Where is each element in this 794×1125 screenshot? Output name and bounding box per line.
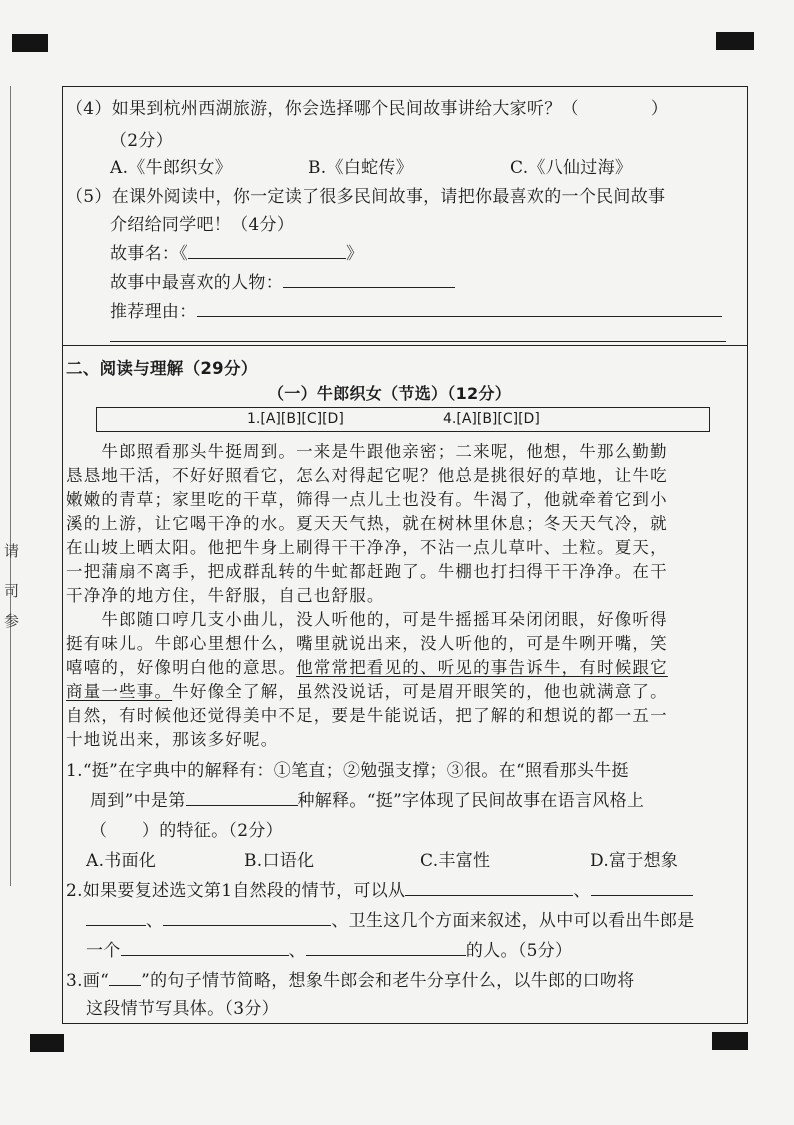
q4-stem: （4）如果到杭州西湖旅游，你会选择哪个民间故事讲给大家听？（ ） (66, 99, 669, 119)
answer-card (96, 407, 710, 432)
q5-story-name: 故事名：《 》 (110, 244, 364, 264)
registration-mark-bottom-right (712, 1032, 748, 1050)
q1-blank[interactable] (186, 790, 298, 806)
answer-bubbles-4[interactable]: 4.[A][B][C][D] (443, 411, 540, 427)
q1-option-d[interactable]: D.富于想象 (590, 851, 679, 871)
section-title: 二、阅读与理解（29分） (66, 359, 258, 378)
passage-line: 在山坡上晒太阳。他把牛身上刷得干干净净，不沾一点儿草叶、土粒。夏天， (66, 538, 668, 557)
passage-line: 恳恳地干活，不好好照看它，怎么对得起它呢？他总是挑很好的草地，让牛吃 (66, 466, 668, 485)
passage-line: 一把蒲扇不离手，把成群乱转的牛虻都赶跑了。牛棚也打扫得干干净净。在干 (66, 562, 668, 581)
registration-mark-top-right (716, 32, 754, 50)
q2-line2: 、 、卫生这几个方面来叙述，从中可以看出牛郎是 (86, 906, 695, 931)
passage-subtitle: （一）牛郎织女（节选）（12分） (268, 384, 512, 403)
character-blank[interactable] (283, 272, 455, 288)
passage-line: 牛郎随口哼几支小曲儿，没人听他的，可是牛摇摇耳朵闭闭眼，好像听得 (66, 610, 668, 629)
q4-option-c[interactable]: C.《八仙过海》 (510, 158, 633, 178)
binding-char: 请 (4, 542, 20, 560)
section-divider (62, 345, 748, 346)
passage-line: 干净净的地方住，牛舒服，自己也舒服。 (66, 586, 385, 605)
registration-mark-top-left (12, 34, 48, 52)
q2-blank-3[interactable] (86, 910, 146, 926)
q4-score: （2分） (110, 131, 174, 151)
q2-line3: 一个 、 的人。（5分） (86, 941, 573, 961)
q5-stem-line1: （5）在课外阅读中，你一定读了很多民间故事，请把你最喜欢的一个民间故事 (66, 187, 666, 207)
q2-blank-6[interactable] (306, 940, 466, 956)
binding-char: 司 (4, 582, 20, 600)
q2-blank-4[interactable] (163, 910, 331, 926)
passage-line: 溪的上游，让它喝干净的水。夏天天气热，就在树林里休息；冬天天气冷，就 (66, 514, 668, 533)
underlined-sentence: 他常常把看见的、听见的事告诉牛，有时候跟它 (296, 658, 668, 677)
q2-blank-2[interactable] (591, 880, 693, 896)
q1-option-b[interactable]: B.口语化 (244, 851, 315, 871)
q1-option-a[interactable]: A.书面化 (86, 851, 157, 871)
reason-blank-1[interactable] (197, 301, 722, 317)
q5-reason: 推荐理由： (110, 297, 722, 322)
q3-line2: 这段情节写具体。（3分） (86, 999, 279, 1019)
passage-line: 嘻嘻的，好像明白他的意思。他常常把看见的、听见的事告诉牛，有时候跟它 (66, 658, 668, 677)
q5-stem-line2: 介绍给同学吧！（4分） (110, 215, 295, 235)
q4-option-a[interactable]: A.《牛郎织女》 (110, 158, 233, 178)
q2-line1: 2.如果要复述选文第1自然段的情节，可以从 、 (66, 876, 693, 901)
q3-line1: 3.画“ ”的句子情节简略，想象牛郎会和老牛分享什么，以牛郎的口吻将 (66, 971, 635, 991)
passage-line: 自然，有时候他还觉得美中不足，要是牛能说话，把了解的和想说的都一五一 (66, 706, 668, 725)
binding-line (10, 86, 11, 886)
passage-line: 挺有味儿。牛郎心里想什么，嘴里就说出来，没人听他的，可是牛咧开嘴，笑 (66, 634, 668, 653)
q1-line3: （ ）的特征。（2分） (90, 821, 283, 841)
q5-character: 故事中最喜欢的人物： (110, 268, 455, 293)
passage-line: 商量一些事。牛好像全了解，虽然没说话，可是眉开眼笑的，他也就满意了。 (66, 682, 668, 701)
binding-char: 参 (4, 612, 20, 630)
q2-blank-1[interactable] (405, 880, 573, 896)
q1-line1: 1.“挺”在字典中的解释有：①笔直；②勉强支撑；③很。在“照看那头牛挺 (66, 761, 629, 781)
q3-underline-marker (109, 970, 141, 986)
reason-blank-2[interactable] (110, 326, 726, 342)
passage-line: 十地说出来，那该多好呢。 (66, 730, 279, 749)
q1-line2: 周到”中是第 种解释。“挺”字体现了民间故事在语言风格上 (90, 791, 645, 811)
registration-mark-bottom-left (30, 1034, 64, 1052)
passage-line: 牛郎照看那头牛挺周到。一来是牛跟他亲密；二来呢，他想，牛那么勤勤 (66, 442, 668, 461)
q2-blank-5[interactable] (121, 940, 289, 956)
answer-bubbles-1[interactable]: 1.[A][B][C][D] (247, 411, 344, 427)
q1-option-c[interactable]: C.丰富性 (420, 851, 491, 871)
q4-option-b[interactable]: B.《白蛇传》 (308, 158, 413, 178)
underlined-sentence-end: 商量一些事。 (66, 682, 173, 701)
story-name-blank[interactable] (188, 243, 346, 259)
passage-line: 嫩嫩的青草；家里吃的干草，筛得一点儿土也没有。牛渴了，他就牵着它到小 (66, 490, 668, 509)
